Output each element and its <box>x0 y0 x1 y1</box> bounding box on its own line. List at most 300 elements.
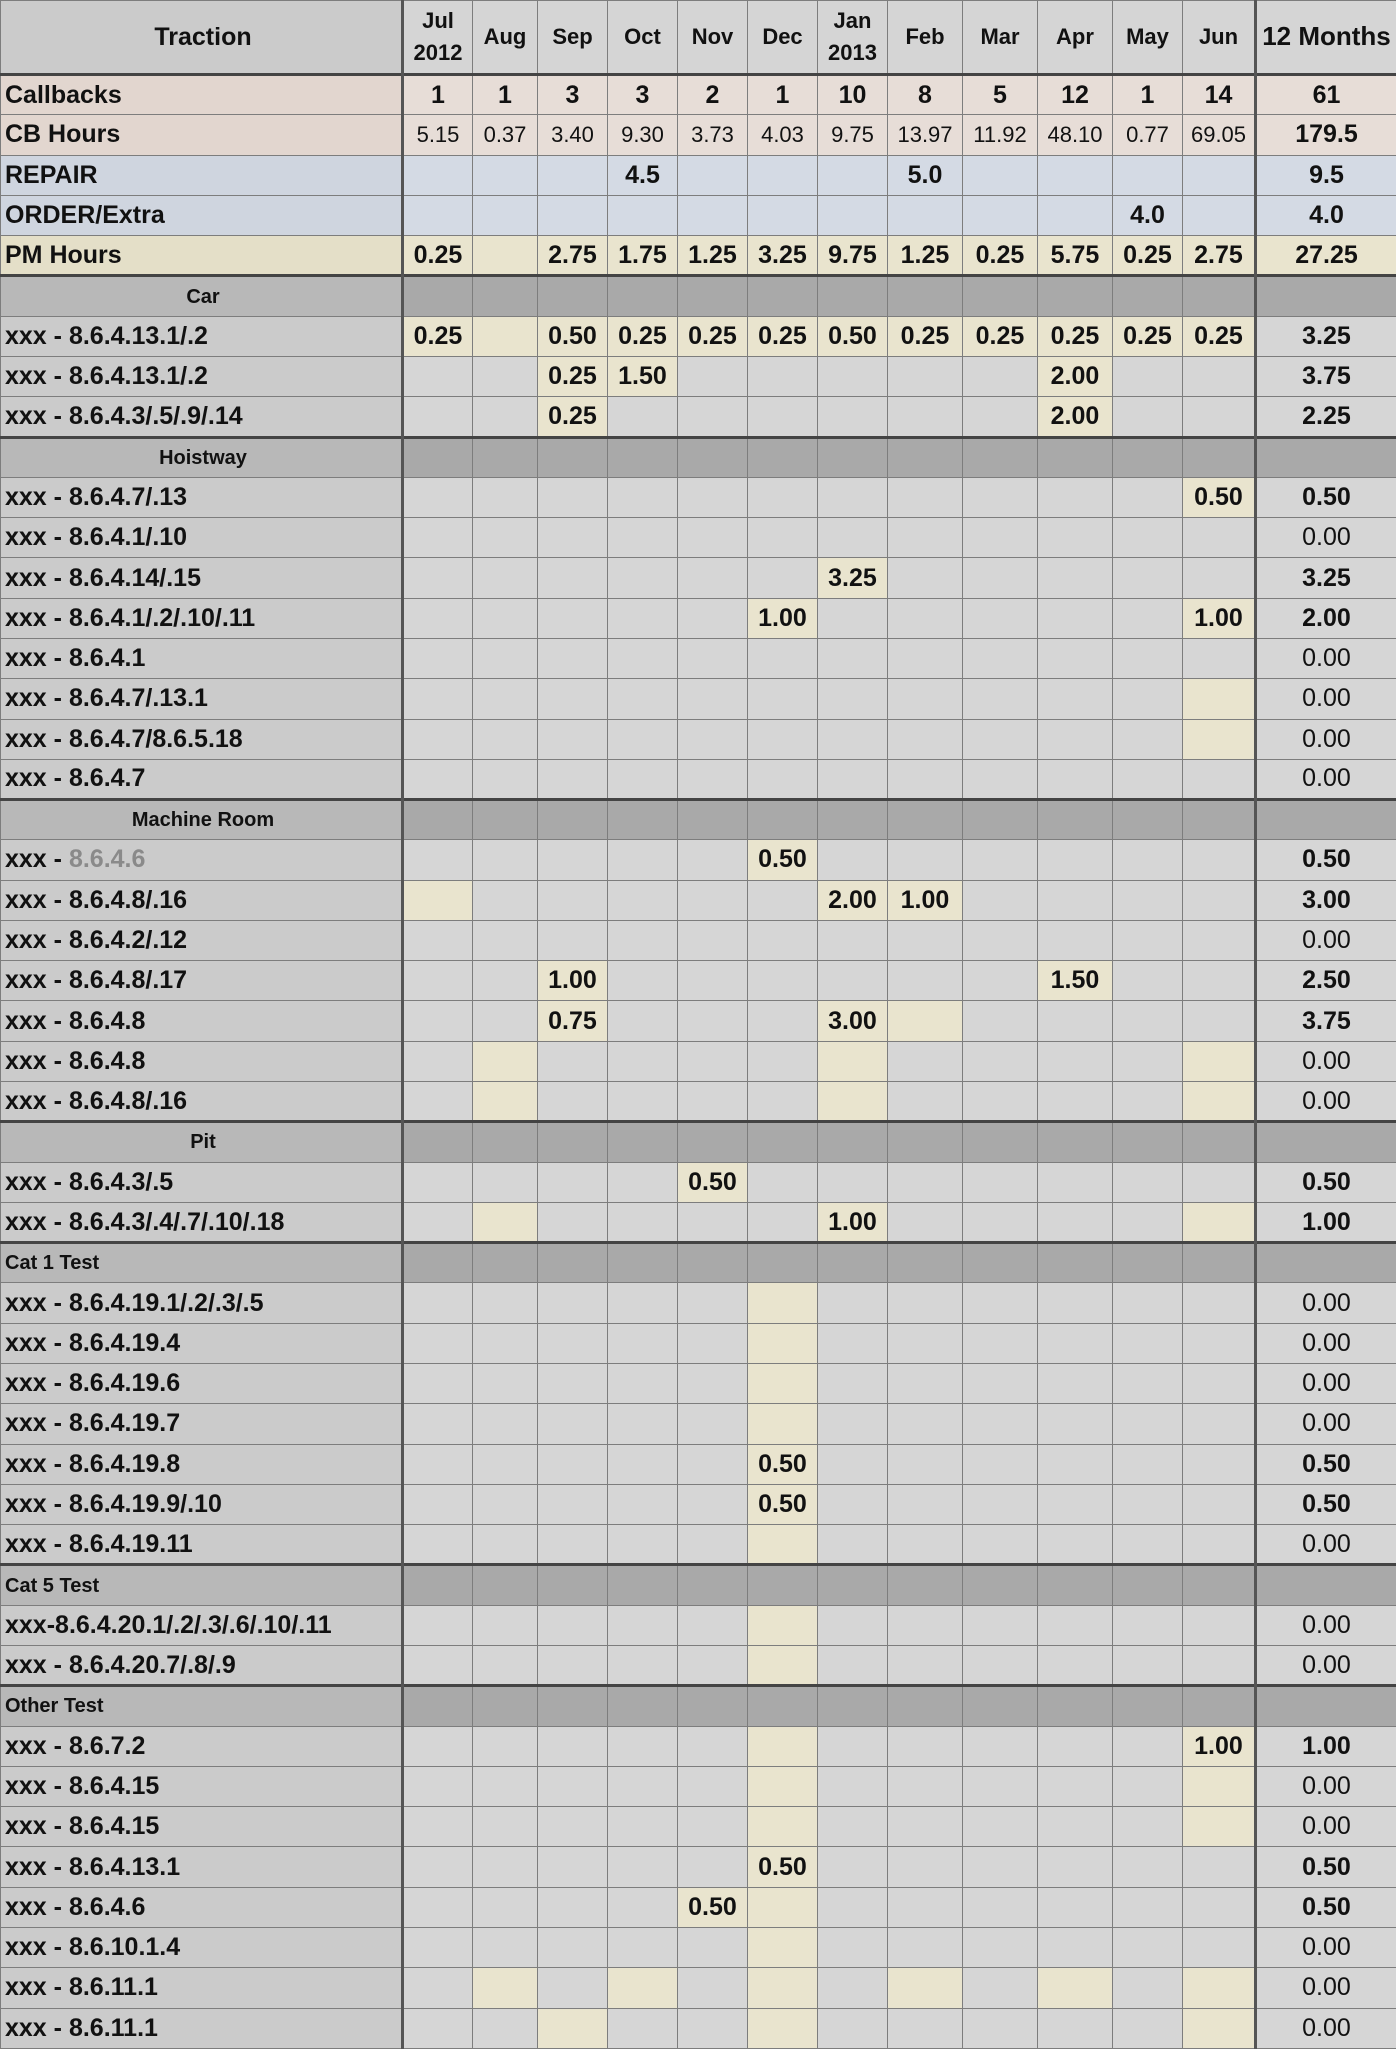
cell-value <box>608 1162 678 1202</box>
section-filler <box>538 1122 608 1162</box>
cell-value <box>1113 397 1183 437</box>
month-year: 2013 <box>828 40 877 65</box>
cell-value <box>1113 1404 1183 1444</box>
summary-row <box>1 75 1396 115</box>
cell-value <box>888 1082 963 1122</box>
cell-value <box>1038 1001 1113 1041</box>
cell-value <box>608 679 678 719</box>
code-prefix: xxx - <box>5 1047 69 1075</box>
code-prefix: xxx - <box>5 1168 69 1196</box>
section-filler <box>608 800 678 840</box>
cell-value <box>748 477 818 517</box>
cell-value <box>963 1404 1038 1444</box>
cell-value <box>473 155 538 195</box>
section-filler <box>608 1122 678 1162</box>
cell-value <box>678 356 748 396</box>
table-row <box>1 961 1396 1001</box>
cell-value: 3.25 <box>748 236 818 276</box>
cell-value <box>538 1444 608 1484</box>
code-label <box>1 880 403 920</box>
table-row <box>1 1807 1396 1847</box>
row-total: 0.00 <box>1256 1807 1396 1847</box>
total-header: 12 Months <box>1256 1 1396 75</box>
cell-value <box>963 1726 1038 1766</box>
cell-value <box>818 155 888 195</box>
code-prefix: xxx - <box>5 1490 69 1518</box>
code-label <box>1 1283 403 1323</box>
cell-value <box>748 1323 818 1363</box>
code-prefix: xxx - <box>5 764 69 792</box>
cell-value <box>1038 598 1113 638</box>
cell-value <box>748 1968 818 2008</box>
section-filler <box>678 1565 748 1605</box>
code-number: 8.6.4.1/.2/.10/.11 <box>69 604 255 632</box>
code-label <box>1 920 403 960</box>
cell-value <box>1183 2008 1256 2048</box>
section-filler <box>888 1243 963 1283</box>
cell-value <box>538 840 608 880</box>
code-label <box>1 1082 403 1122</box>
cell-value: 1.25 <box>678 236 748 276</box>
cell-value <box>1113 155 1183 195</box>
cell-value <box>608 1283 678 1323</box>
cell-value <box>403 195 473 235</box>
cell-value <box>888 397 963 437</box>
cell-value <box>748 638 818 678</box>
cell-value <box>473 1807 538 1847</box>
code-prefix: xxx - <box>5 1772 69 1800</box>
section-filler <box>1256 276 1396 316</box>
cell-value <box>1183 155 1256 195</box>
section-filler <box>678 276 748 316</box>
cell-value <box>1113 1887 1183 1927</box>
cell-value: 3 <box>538 75 608 115</box>
cell-value <box>1113 759 1183 799</box>
cell-value <box>748 1202 818 1242</box>
cell-value <box>1183 1202 1256 1242</box>
cell-value: 0.77 <box>1113 115 1183 155</box>
code-number: 8.6.4.20.1/.2/.3/.6/.10/.11 <box>55 1611 332 1639</box>
row-label: Callbacks <box>1 75 403 115</box>
section-title: Other Test <box>1 1686 403 1726</box>
cell-value <box>818 719 888 759</box>
table-row <box>1 1001 1396 1041</box>
row-total: 0.00 <box>1256 1283 1396 1323</box>
row-total: 3.25 <box>1256 558 1396 598</box>
code-prefix: xxx - <box>5 322 69 350</box>
code-number: 8.6.4.7/.13 <box>69 483 187 511</box>
cell-value <box>403 1202 473 1242</box>
row-total: 2.00 <box>1256 598 1396 638</box>
cell-value: 5.15 <box>403 115 473 155</box>
cell-value <box>608 1887 678 1927</box>
code-prefix: xxx - <box>5 926 69 954</box>
section-header-row <box>1 437 1396 477</box>
cell-value: 0.50 <box>818 316 888 356</box>
section-filler <box>403 800 473 840</box>
cell-value <box>963 961 1038 1001</box>
cell-value <box>678 638 748 678</box>
cell-value <box>473 1645 538 1685</box>
cell-value: 0.50 <box>748 1847 818 1887</box>
row-total: 4.0 <box>1256 195 1396 235</box>
cell-value <box>818 1645 888 1685</box>
cell-value <box>1113 840 1183 880</box>
cell-value <box>888 759 963 799</box>
section-filler <box>473 1243 538 1283</box>
row-total: 0.00 <box>1256 1323 1396 1363</box>
cell-value <box>888 638 963 678</box>
cell-value: 1.00 <box>888 880 963 920</box>
cell-value <box>473 1766 538 1806</box>
month-year: 2012 <box>414 40 463 65</box>
code-label <box>1 961 403 1001</box>
cell-value <box>1183 638 1256 678</box>
cell-value <box>1113 1968 1183 2008</box>
cell-value <box>1038 1484 1113 1524</box>
table-row <box>1 1484 1396 1524</box>
cell-value <box>1113 679 1183 719</box>
cell-value <box>1038 880 1113 920</box>
cell-value <box>538 719 608 759</box>
cell-value <box>1113 1323 1183 1363</box>
section-filler <box>888 1686 963 1726</box>
cell-value: 9.75 <box>818 236 888 276</box>
cell-value <box>818 759 888 799</box>
cell-value <box>1038 195 1113 235</box>
section-filler <box>963 276 1038 316</box>
cell-value <box>888 518 963 558</box>
cell-value <box>403 1726 473 1766</box>
cell-value <box>888 1001 963 1041</box>
cell-value <box>748 558 818 598</box>
code-prefix: xxx - <box>5 1369 69 1397</box>
cell-value <box>403 1082 473 1122</box>
cell-value <box>608 1766 678 1806</box>
section-filler <box>888 800 963 840</box>
cell-value <box>1113 598 1183 638</box>
cell-value <box>748 2008 818 2048</box>
cell-value <box>403 1807 473 1847</box>
cell-value <box>403 1283 473 1323</box>
code-label <box>1 1726 403 1766</box>
cell-value <box>403 1162 473 1202</box>
code-label <box>1 1364 403 1404</box>
table-row <box>1 840 1396 880</box>
section-filler <box>963 1243 1038 1283</box>
cell-value <box>608 1444 678 1484</box>
cell-value <box>538 1364 608 1404</box>
section-filler <box>1183 1243 1256 1283</box>
table-row <box>1 880 1396 920</box>
cell-value <box>888 1364 963 1404</box>
code-number: 8.6.4.6 <box>69 845 145 873</box>
code-prefix: xxx - <box>5 1732 69 1760</box>
code-number: 8.6.4.13.1 <box>69 1853 180 1881</box>
cell-value <box>678 840 748 880</box>
section-filler <box>1183 437 1256 477</box>
section-filler <box>818 1686 888 1726</box>
cell-value <box>538 1162 608 1202</box>
cell-value: 14 <box>1183 75 1256 115</box>
code-number: 8.6.4.19.8 <box>69 1450 180 1478</box>
cell-value <box>1113 2008 1183 2048</box>
cell-value <box>403 477 473 517</box>
cell-value <box>818 477 888 517</box>
cell-value <box>748 155 818 195</box>
table-row <box>1 1847 1396 1887</box>
code-label <box>1 1807 403 1847</box>
cell-value <box>1113 1766 1183 1806</box>
cell-value <box>608 840 678 880</box>
section-filler <box>678 437 748 477</box>
row-total: 0.00 <box>1256 920 1396 960</box>
cell-value <box>678 961 748 1001</box>
month-header <box>963 1 1038 75</box>
cell-value <box>748 1041 818 1081</box>
cell-value <box>403 1001 473 1041</box>
section-filler <box>1038 800 1113 840</box>
cell-value <box>608 1807 678 1847</box>
cell-value <box>1183 961 1256 1001</box>
code-prefix: xxx - <box>5 2014 69 2042</box>
cell-value <box>1183 397 1256 437</box>
section-filler <box>1038 437 1113 477</box>
cell-value <box>1038 1283 1113 1323</box>
cell-value <box>608 1001 678 1041</box>
cell-value <box>888 477 963 517</box>
row-total: 3.75 <box>1256 356 1396 396</box>
cell-value <box>1113 719 1183 759</box>
row-total: 0.50 <box>1256 1847 1396 1887</box>
section-filler <box>403 276 473 316</box>
section-filler <box>963 1565 1038 1605</box>
section-filler <box>1256 437 1396 477</box>
header-row <box>1 1 1396 75</box>
cell-value <box>473 759 538 799</box>
section-filler <box>888 437 963 477</box>
month-header <box>888 1 963 75</box>
cell-value <box>1183 1847 1256 1887</box>
section-filler <box>403 1122 473 1162</box>
cell-value <box>538 1847 608 1887</box>
cell-value: 0.25 <box>963 236 1038 276</box>
row-total: 0.00 <box>1256 1645 1396 1685</box>
row-label: PM Hours <box>1 236 403 276</box>
cell-value <box>473 1162 538 1202</box>
cell-value <box>403 759 473 799</box>
cell-value <box>888 1404 963 1444</box>
cell-value <box>678 598 748 638</box>
cell-value <box>1183 920 1256 960</box>
cell-value <box>888 1847 963 1887</box>
cell-value <box>1038 1444 1113 1484</box>
cell-value <box>1183 1404 1256 1444</box>
code-prefix: xxx - <box>5 725 69 753</box>
cell-value <box>608 1082 678 1122</box>
section-filler <box>473 437 538 477</box>
cell-value <box>1038 920 1113 960</box>
table-row <box>1 1887 1396 1927</box>
section-filler <box>473 800 538 840</box>
cell-value <box>748 195 818 235</box>
cell-value <box>963 1766 1038 1806</box>
cell-value <box>608 2008 678 2048</box>
section-filler <box>818 1122 888 1162</box>
cell-value <box>473 1726 538 1766</box>
cell-value <box>1183 1645 1256 1685</box>
cell-value <box>963 195 1038 235</box>
section-title: Cat 1 Test <box>1 1243 403 1283</box>
cell-value <box>473 1968 538 2008</box>
cell-value <box>538 1202 608 1242</box>
cell-value <box>1183 356 1256 396</box>
code-prefix: xxx - <box>5 564 69 592</box>
cell-value <box>963 1645 1038 1685</box>
cell-value: 0.25 <box>403 236 473 276</box>
row-total: 0.00 <box>1256 518 1396 558</box>
summary-row <box>1 115 1396 155</box>
cell-value: 0.25 <box>403 316 473 356</box>
month-name: Jul <box>422 8 454 33</box>
cell-value <box>1038 155 1113 195</box>
cell-value: 5.75 <box>1038 236 1113 276</box>
cell-value <box>1038 840 1113 880</box>
cell-value <box>963 558 1038 598</box>
month-name: Sep <box>552 24 592 49</box>
code-prefix: xxx - <box>5 1812 69 1840</box>
section-filler <box>1183 800 1256 840</box>
section-filler <box>538 800 608 840</box>
cell-value: 0.25 <box>888 316 963 356</box>
cell-value <box>1113 1082 1183 1122</box>
cell-value <box>403 397 473 437</box>
section-filler <box>473 1122 538 1162</box>
cell-value <box>818 920 888 960</box>
code-number: 8.6.4.8 <box>69 1007 145 1035</box>
code-prefix: xxx - <box>5 402 69 430</box>
cell-value <box>888 1927 963 1967</box>
section-filler <box>538 276 608 316</box>
table-row <box>1 558 1396 598</box>
cell-value <box>818 840 888 880</box>
cell-value: 3 <box>608 75 678 115</box>
section-filler <box>963 437 1038 477</box>
section-filler <box>403 1243 473 1283</box>
cell-value <box>473 1364 538 1404</box>
cell-value: 0.25 <box>1113 316 1183 356</box>
section-filler <box>608 276 678 316</box>
section-filler <box>678 1686 748 1726</box>
cell-value <box>748 1364 818 1404</box>
cell-value <box>608 880 678 920</box>
table-row <box>1 1645 1396 1685</box>
cell-value <box>1113 477 1183 517</box>
cell-value <box>1183 518 1256 558</box>
cell-value <box>473 1001 538 1041</box>
code-number: 8.6.4.19.1/.2/.3/.5 <box>69 1289 264 1317</box>
cell-value <box>1113 1202 1183 1242</box>
section-filler <box>1038 276 1113 316</box>
code-prefix: xxx - <box>5 362 69 390</box>
code-label <box>1 356 403 396</box>
cell-value <box>1183 840 1256 880</box>
code-label <box>1 679 403 719</box>
cell-value <box>678 880 748 920</box>
cell-value <box>963 1484 1038 1524</box>
cell-value <box>1183 195 1256 235</box>
section-filler <box>818 276 888 316</box>
table-row <box>1 759 1396 799</box>
cell-value <box>538 518 608 558</box>
cell-value <box>473 1927 538 1967</box>
code-number: 8.6.4.19.4 <box>69 1329 180 1357</box>
cell-value <box>473 840 538 880</box>
cell-value <box>608 1404 678 1444</box>
cell-value <box>1183 1364 1256 1404</box>
row-label: REPAIR <box>1 155 403 195</box>
code-number: 8.6.4.8/.16 <box>69 1087 187 1115</box>
section-filler <box>963 1122 1038 1162</box>
cell-value <box>963 1202 1038 1242</box>
code-number: 8.6.4.8/.17 <box>69 966 187 994</box>
table-row <box>1 1082 1396 1122</box>
cell-value <box>1038 1726 1113 1766</box>
cell-value <box>473 679 538 719</box>
cell-value <box>888 1444 963 1484</box>
cell-value <box>1183 1968 1256 2008</box>
cell-value <box>1038 1202 1113 1242</box>
cell-value <box>963 1807 1038 1847</box>
cell-value <box>473 719 538 759</box>
cell-value <box>888 1605 963 1645</box>
cell-value: 69.05 <box>1183 115 1256 155</box>
section-filler <box>678 1243 748 1283</box>
month-name: Jun <box>1199 24 1238 49</box>
section-filler <box>538 437 608 477</box>
cell-value <box>748 1605 818 1645</box>
code-number: 8.6.4.1 <box>69 644 145 672</box>
row-total: 2.25 <box>1256 397 1396 437</box>
cell-value <box>1183 1041 1256 1081</box>
section-title: Car <box>1 276 403 316</box>
cell-value <box>538 195 608 235</box>
cell-value <box>1113 1162 1183 1202</box>
section-filler <box>963 1686 1038 1726</box>
cell-value <box>888 920 963 960</box>
code-label <box>1 719 403 759</box>
cell-value <box>538 1041 608 1081</box>
code-number: 8.6.4.7/.13.1 <box>69 684 208 712</box>
row-total: 0.00 <box>1256 1525 1396 1565</box>
cell-value <box>678 920 748 960</box>
cell-value <box>1183 1484 1256 1524</box>
cell-value: 1 <box>403 75 473 115</box>
cell-value <box>608 477 678 517</box>
code-prefix: xxx - <box>5 1329 69 1357</box>
cell-value <box>403 1887 473 1927</box>
section-filler <box>403 1686 473 1726</box>
row-total: 0.00 <box>1256 759 1396 799</box>
section-filler <box>818 1243 888 1283</box>
code-label <box>1 558 403 598</box>
code-label <box>1 840 403 880</box>
code-label <box>1 1605 403 1645</box>
row-total: 0.00 <box>1256 1041 1396 1081</box>
code-label <box>1 1847 403 1887</box>
cell-value <box>608 195 678 235</box>
code-number: 8.6.4.15 <box>69 1812 159 1840</box>
